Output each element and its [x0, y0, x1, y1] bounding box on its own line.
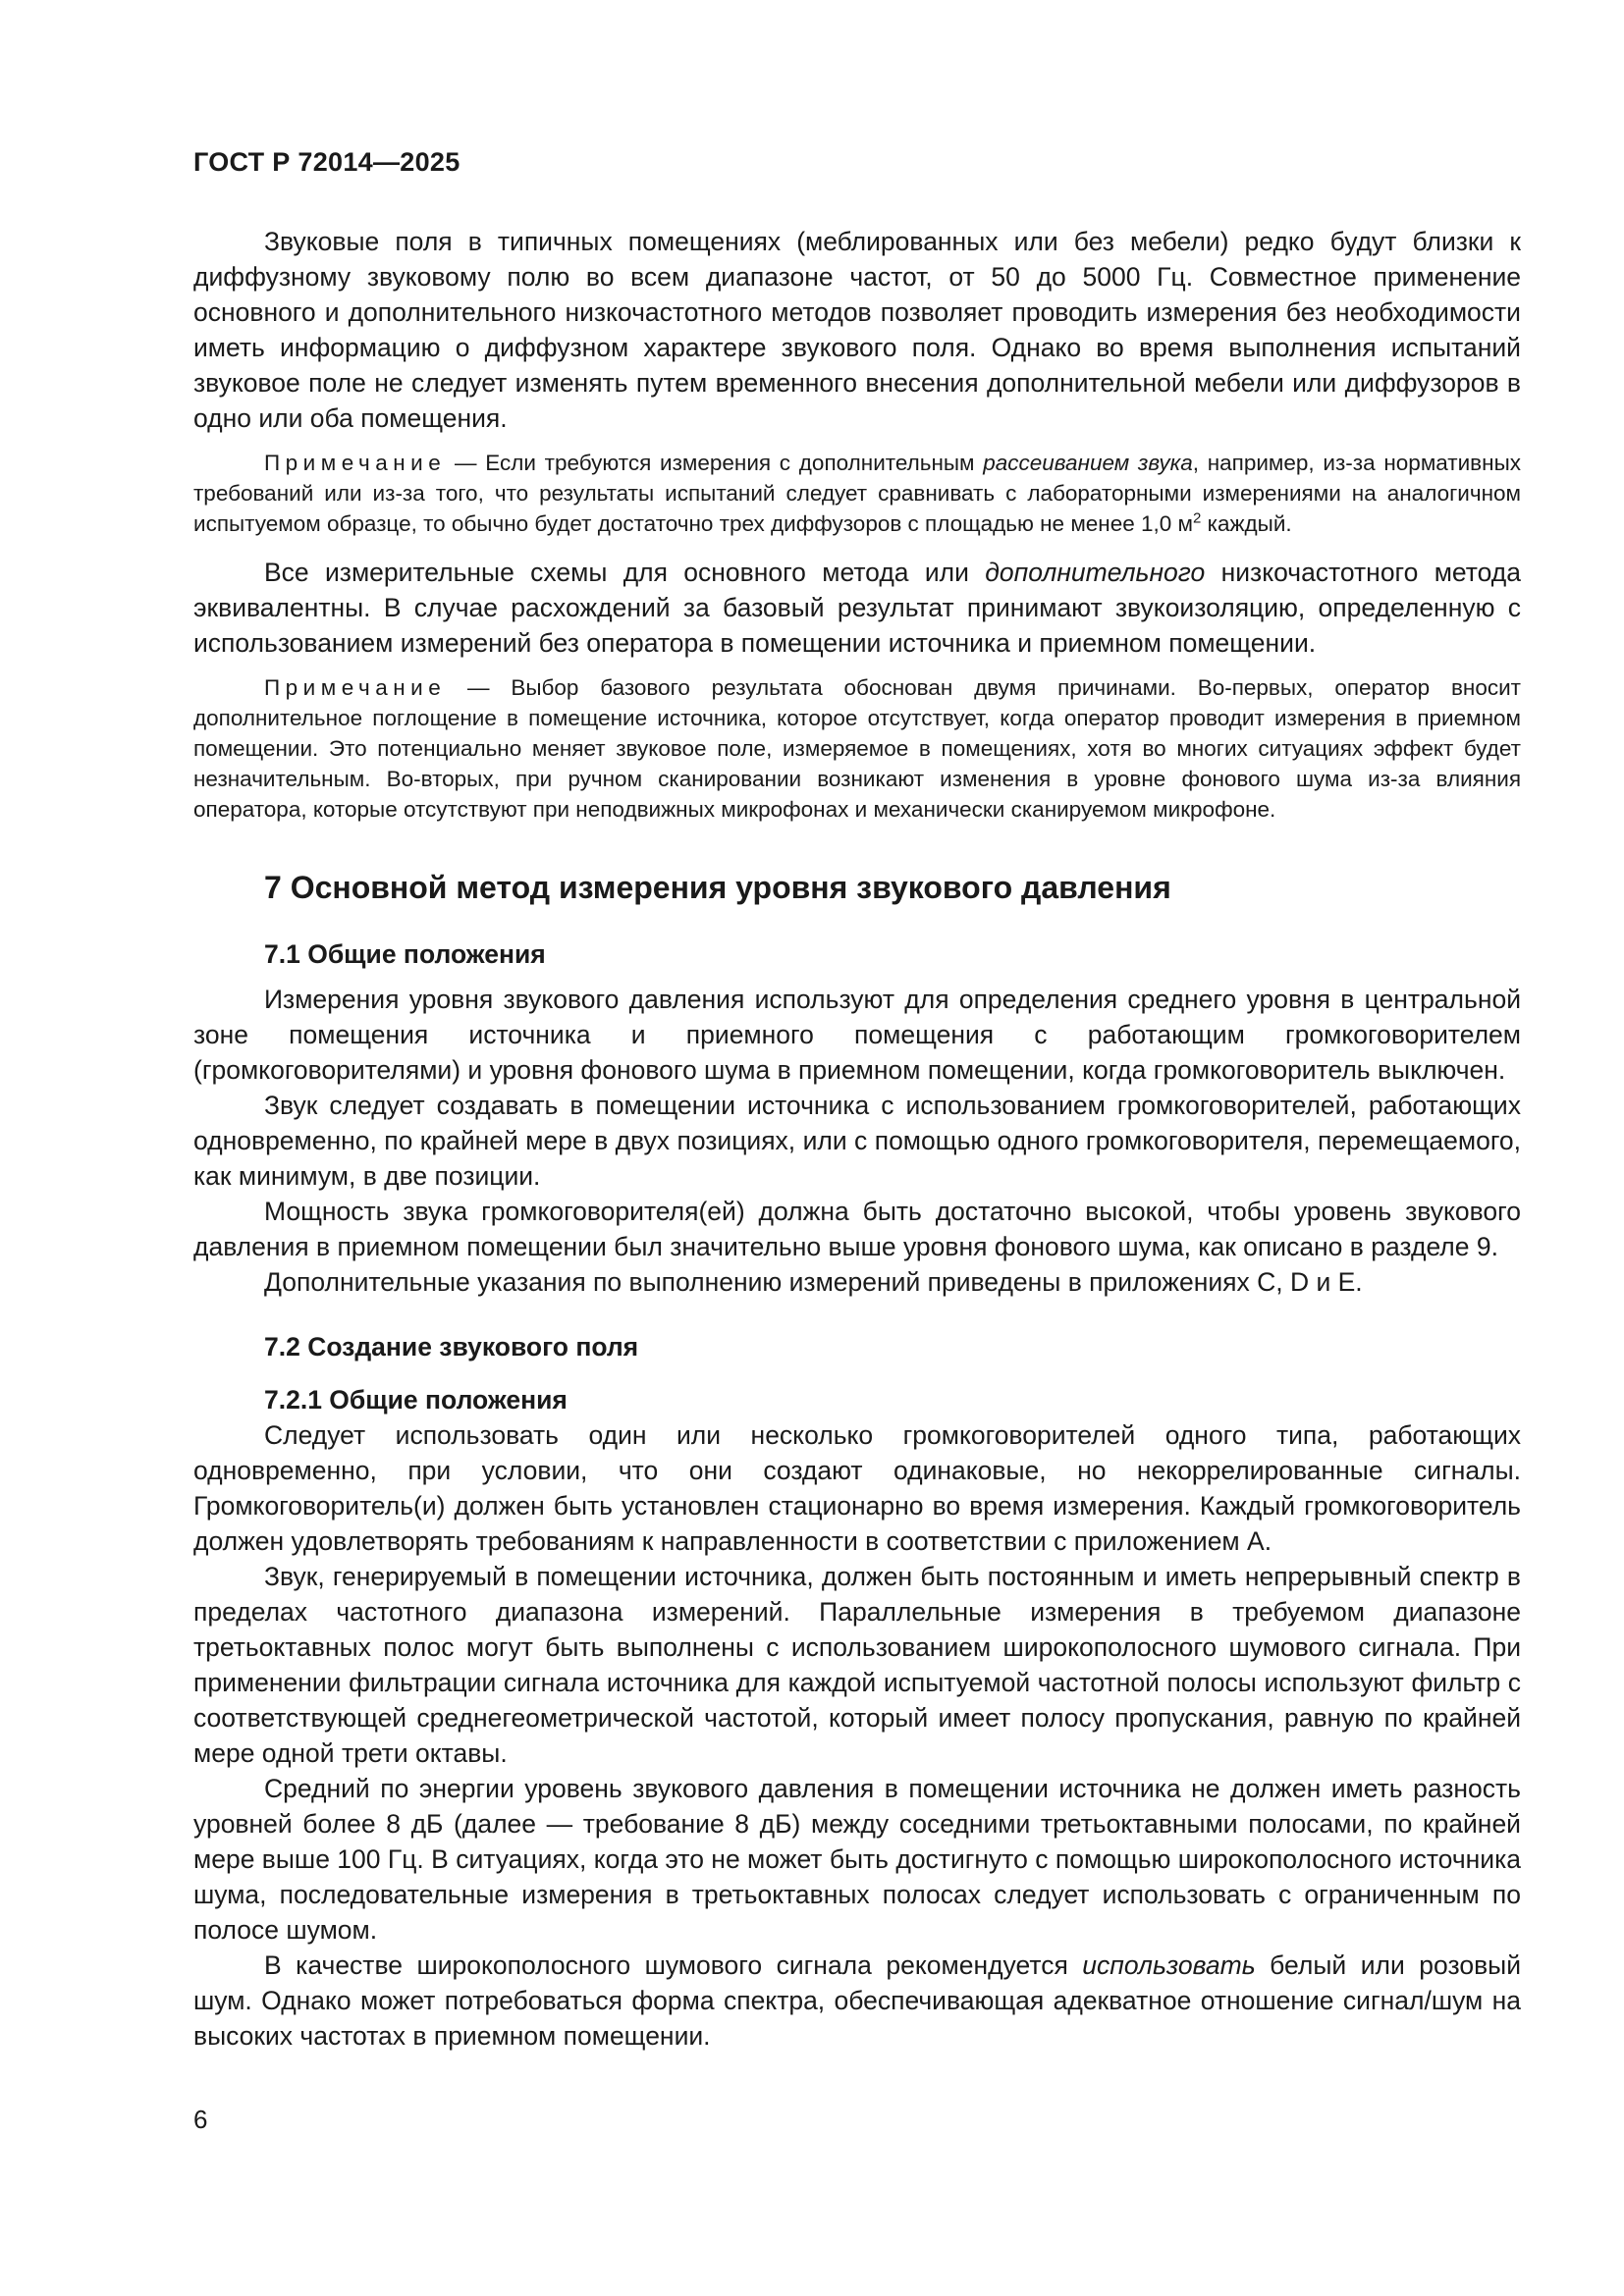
section-7-2-heading: 7.2 Создание звукового поля: [264, 1332, 639, 1362]
page-content: [193, 224, 1521, 2054]
section-7-2-1-paragraph: Средний по энергии уровень звукового давления в помещении источника не должен иметь разность уровней более 8 дБ (далее — требование 8 дБ) между соседними третьоктавными полосами, по крайней мере выше 100 Гц. В ситуациях, когда это не может быть достигнуто с помощью широкополосного источника шума, последовательные измерения в третьоктавных полосах следует использовать с ограниченным по полосе шумом.: [193, 1774, 1521, 1945]
document-header: ГОСТ Р 72014—2025: [193, 147, 460, 177]
note-1: Примечание — Если требуются измерения с дополнительным рассеиванием звука, например, из-за нормативных требований или из-за того, что результаты испытаний следует сравнивать с лабораторными измерениями на аналогичном испытуемом образце, то обычно будет достаточно трех диффузоров с площадью не менее 1,0 $м^2$ каждый.: [193, 451, 1521, 536]
section-7-1-paragraph: Дополнительные указания по выполнению измерений приведены в приложениях C, D и E.: [264, 1267, 1363, 1297]
section-7-heading: 7 Основной метод измерения уровня звукового давления: [264, 870, 1171, 905]
section-7-1-heading: 7.1 Общие положения: [264, 939, 546, 969]
intro-paragraph: Звуковые поля в типичных помещениях (меблированных или без мебели) редко будут близки к диффузному звуковому полю во всем диапазоне частот, от 50 до 5000 Гц. Совместное применение основного и дополнительного низкочастотного методов позволяет проводить измерения без необходимости иметь информацию о диффузном характере звукового поля. Однако во время выполнения испытаний звуковое поле не следует изменять путем временного внесения дополнительной мебели или диффузоров в одно или оба помещения.: [193, 227, 1521, 433]
section-7-1-paragraph: Мощность звука громкоговорителя(ей) должна быть достаточно высокой, чтобы уровень звукового давления в приемном помещении был значительно выше уровня фонового шума, как описано в разделе 9.: [193, 1197, 1521, 1261]
section-7-2-1-paragraph: Следует использовать один или несколько громкоговорителей одного типа, работающих одновременно, при условии, что они создают одинаковые, но некоррелированные сигналы. Громкоговоритель(и) должен быть установлен стационарно во время измерения. Каждый громкоговоритель должен удовлетворять требованиям к направленности в соответствии с приложением А.: [193, 1420, 1521, 1556]
note-2: Примечание — Выбор базового результата обоснован двумя причинами. Во-первых, оператор вносит дополнительное поглощение в помещение источника, которое отсутствует, когда оператор проводит измерения в приемном помещении. Это потенциально меняет звуковое поле, измеряемое в помещениях, хотя во многих ситуациях эффект будет незначительным. Во-вторых, при ручном сканировании возникают изменения в уровне фонового шума из-за влияния оператора, которые отсутствуют при неподвижных микрофонах и механически сканируемом микрофоне.: [193, 675, 1521, 822]
page-number: 6: [193, 2105, 208, 2134]
section-7-2-1-paragraph: В качестве широкополосного шумового сигнала рекомендуется использовать белый или розовый шум. Однако может потребоваться форма спектра, обеспечивающая адекватное отношение сигнал/шум на высоких частотах в приемном помещении.: [193, 1950, 1521, 2051]
measurement-schemes-paragraph: Все измерительные схемы для основного метода или дополнительного низкочастотного метода эквивалентны. В случае расхождений за базовый результат принимают звукоизоляцию, определенную с использованием измерений без оператора в помещении источника и приемном помещении.: [193, 558, 1521, 658]
note-label: Примечание: [264, 451, 447, 475]
note-label: Примечание: [264, 675, 447, 700]
section-7-1-paragraph: Измерения уровня звукового давления используют для определения среднего уровня в центральной зоне помещения источника и приемного помещения с работающим громкоговорителем (громкоговорителями) и уровня фонового шума в приемном помещении, когда громкоговоритель выключен.: [193, 985, 1521, 1085]
section-7-2-1-heading: 7.2.1 Общие положения: [264, 1385, 568, 1415]
section-7-2-1-paragraph: Звук, генерируемый в помещении источника, должен быть постоянным и иметь непрерывный спектр в пределах частотного диапазона измерений. Параллельные измерения в требуемом диапазоне третьоктавных полос могут быть выполнены с использованием широкополосного шумового сигнала. При применении фильтрации сигнала источника для каждой испытуемой частотной полосы используют фильтр с соответствующей среднегеометрической частотой, который имеет полосу пропускания, равную по крайней мере одной трети октавы.: [193, 1562, 1521, 1768]
section-7-1-paragraph: Звук следует создавать в помещении источника с использованием громкоговорителей, работающих одновременно, по крайней мере в двух позициях, или с помощью одного громкоговорителя, перемещаемого, как минимум, в две позиции.: [193, 1091, 1521, 1191]
